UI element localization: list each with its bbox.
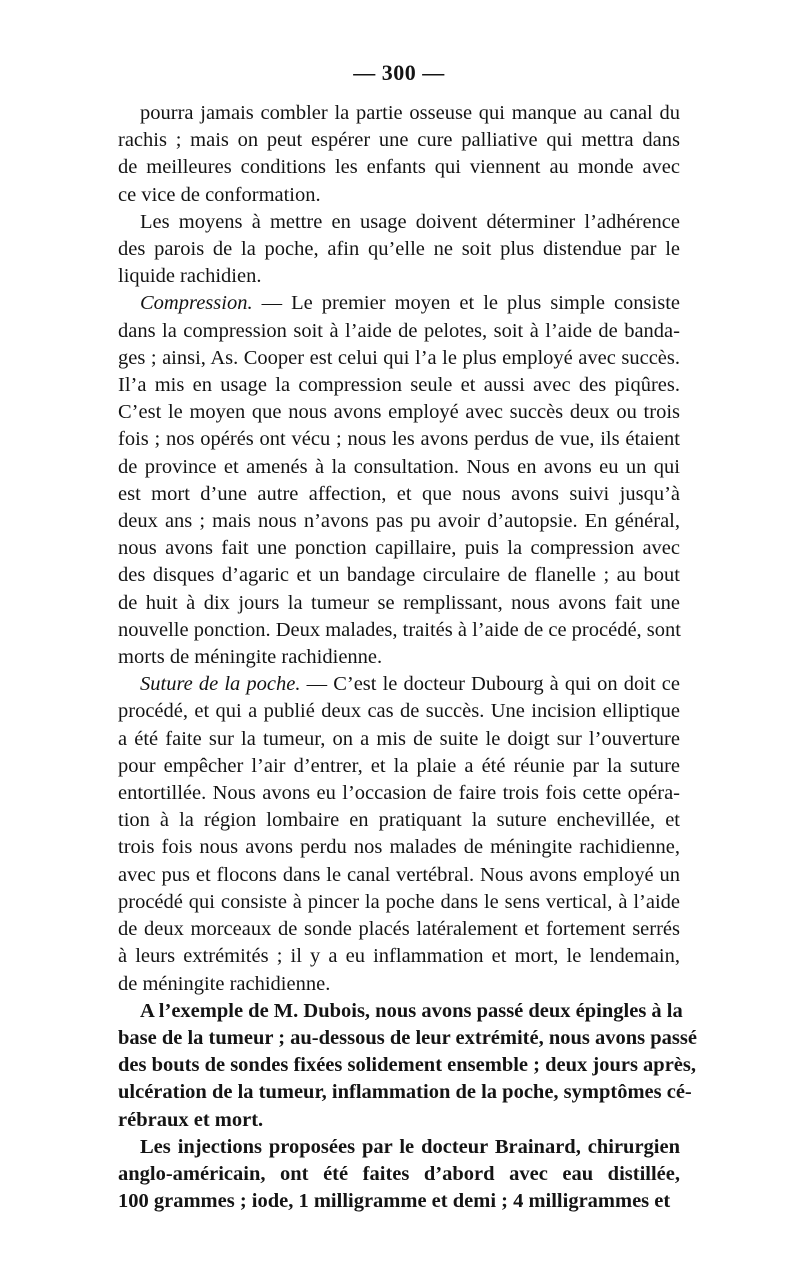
text-line: de meilleures conditions les enfants qui viennent au monde avec — [118, 156, 680, 179]
text-line: entortillée. Nous avons eu l’occasion de faire trois fois cette opéra- — [118, 782, 680, 805]
section-heading: Suture de la poche. — [140, 673, 301, 696]
text-line: pourra jamais combler la partie osseuse qui manque au canal du — [140, 102, 680, 124]
text-line: nouvelle ponction. Deux malades, traités à l’aide de ce procédé, sont — [118, 618, 681, 641]
text-line: rachis ; mais on peut espérer une cure palliative qui mettra dans — [118, 129, 680, 152]
text-line: C’est le moyen que nous avons employé avec succès deux ou trois — [118, 401, 680, 424]
text-line: morts de méningite rachidienne. — [118, 646, 383, 669]
text-line: ce vice de conformation. — [118, 183, 321, 206]
text-line — [118, 671, 680, 698]
text-line: nous avons fait une ponction capillaire, puis la compression avec — [118, 537, 680, 560]
document-page — [118, 58, 697, 1215]
page-number: — 300 — — [353, 60, 445, 85]
text-line: rébraux et mort. — [118, 1108, 264, 1131]
text-line: pour empêcher l’air d’entrer, et la plaie a été réunie par la suture — [118, 754, 680, 777]
text-line: a été faite sur la tumeur, on a mis de suite le doigt sur l’ouverture — [118, 727, 680, 750]
text-line: liquide rachidien. — [118, 265, 262, 288]
text-line: de province et amenés à la consultation. Nous en avons eu un qui — [118, 455, 680, 478]
text-line — [118, 290, 680, 317]
text-line: des parois de la poche, afin qu’elle ne soit plus distendue par le — [118, 238, 680, 261]
text-line: 100 grammes ; iode, 1 milligramme et demi ; 4 milligrammes et — [118, 1190, 671, 1213]
text-line: de méningite rachidienne. — [118, 972, 331, 995]
text-run: — C’est le docteur Dubourg à qui on doit ce — [300, 673, 680, 696]
text-line: ges ; ainsi, As. Cooper est celui qui l’a le plus employé avec succès. — [118, 346, 680, 369]
text-line: de huit à dix jours la tumeur se remplissant, nous avons fait une — [118, 591, 680, 614]
text-line: dans la compression soit à l’aide de pelotes, soit à l’aide de banda- — [118, 319, 680, 342]
text-line: est mort d’une autre affection, et que nous avons suivi jusqu’à — [118, 482, 680, 505]
section-heading: Compression. — [140, 292, 253, 315]
text-line: anglo-américain, ont été faites d’abord avec eau distillée, — [118, 1162, 680, 1185]
text-line: deux ans ; mais nous n’avons pas pu avoir d’autopsie. En général, — [118, 510, 680, 533]
paragraph — [118, 100, 680, 209]
text-line: de deux morceaux de sonde placés latéralement et fortement serrés — [118, 918, 680, 941]
text-line: base de la tumeur ; au-dessous de leur extrémité, nous avons passé — [118, 1026, 697, 1049]
text-line: avec pus et flocons dans le canal vertébral. Nous avons employé un — [118, 863, 680, 886]
paragraph — [118, 671, 680, 997]
text-line: des disques d’agaric et un bandage circulaire de flanelle ; au bout — [118, 564, 680, 587]
text-run: — Le premier moyen et le plus simple consiste — [252, 292, 680, 315]
text-line: trois fois nous avons perdu nos malades de méningite rachidienne, — [118, 836, 680, 859]
text-line: des bouts de sondes fixées solidement ensemble ; deux jours après, — [118, 1054, 696, 1077]
text-line: ulcération de la tumeur, inflammation de la poche, symptômes cé- — [118, 1081, 692, 1104]
text-line: à leurs extrémités ; il y a eu inflammation et mort, le lendemain, — [118, 945, 680, 968]
paragraph — [118, 998, 697, 1134]
text-line: procédé qui consiste à pincer la poche dans le sens vertical, à l’aide — [118, 890, 680, 913]
text-line: fois ; nos opérés ont vécu ; nous les avons perdus de vue, ils étaient — [118, 428, 680, 451]
paragraph — [118, 290, 680, 671]
text-line: A l’exemple de M. Dubois, nous avons passé deux épingles à la — [140, 999, 683, 1022]
text-line: procédé, et qui a publié deux cas de succès. Une incision elliptique — [118, 700, 680, 723]
text-line: tion à la région lombaire en pratiquant la suture enchevillée, et — [118, 809, 680, 832]
paragraph — [118, 1134, 680, 1216]
text-line: Les moyens à mettre en usage doivent déterminer l’adhérence — [140, 210, 680, 233]
paragraph — [118, 209, 680, 291]
text-line: Les injections proposées par le docteur Brainard, chirurgien — [140, 1135, 680, 1158]
text-line: Il’a mis en usage la compression seule et aussi avec des piqûres. — [118, 374, 680, 397]
